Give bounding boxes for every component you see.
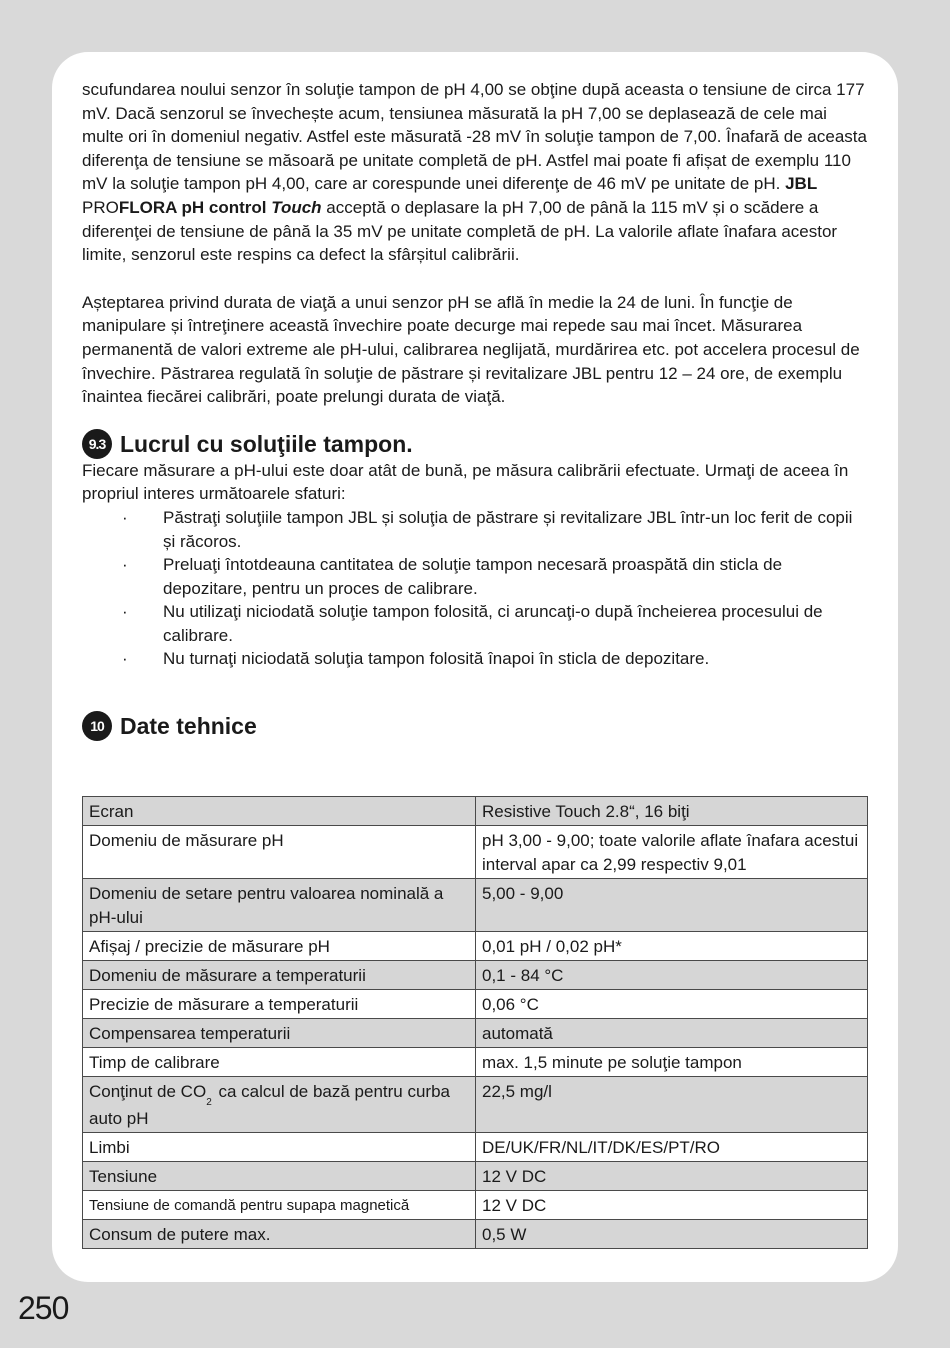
tips-list <box>82 506 868 671</box>
spec-label: Domeniu de măsurare pH <box>83 826 476 879</box>
spec-label: Consum de putere max. <box>83 1220 476 1249</box>
spec-label: Conţinut de $CO_2$ ca calcul de bază pentru curba auto pH <box>83 1077 476 1133</box>
spec-value: 0,5 W <box>476 1220 868 1249</box>
table-row <box>83 1019 868 1048</box>
table-row <box>83 1048 868 1077</box>
spec-label: Limbi <box>83 1133 476 1162</box>
table-row <box>83 1077 868 1133</box>
section-heading-10 <box>82 711 868 741</box>
technical-data-table <box>82 796 868 1249</box>
section-title: Lucrul cu soluţiile tampon. <box>120 430 413 457</box>
section-title: Date tehnice <box>120 713 257 740</box>
spec-label: Tensiune de comandă pentru supapa magnetică <box>83 1191 476 1220</box>
table-row <box>83 1133 868 1162</box>
table-row <box>83 826 868 879</box>
table-row <box>83 879 868 932</box>
table-row <box>83 990 868 1019</box>
section-intro: Fiecare măsurare a pH-ului este doar atât de bună, pe măsura calibrării efectuate. Urmaţi de aceea în propriul interes următoarele sfaturi: <box>82 460 849 504</box>
spec-value: 22,5 mg/l <box>476 1077 868 1133</box>
spec-value: pH 3,00 - 9,00; toate valorile aflate înafara acestui interval apar ca 2,99 respectiv 9,01 <box>476 826 868 879</box>
paragraph-sensor-calibration: scufundarea noului senzor în soluţie tampon de pH 4,00 se obţine după aceasta o tensiune de circa 177 mV. Dacă senzorul se învechește acum, tensiunea măsurată la pH 7,00 se deplasează de cele mai multe ori în domeniul negativ. Astfel este măsurată -28 mV în soluţie tampon de 7,00. Înafară de aceasta diferenţa de tensiune se măsoară pe unitate completă de pH. Astfel mai poate fi afișat de exemplu 110 mV la soluţie tampon pH 4,00, care ar corespunde unei diferenţe de 46 mV pe unitate de pH. JBL PROFLORA pH control Touch acceptă o deplasare la pH 7,00 de până la 115 mV și o scădere a diferenţei de tensiune de până la 35 mV pe unitate completă de pH. La valorile aflate înafara acestor limite, senzorul este respins ca defect la sfârșitul calibrării. <box>82 80 867 265</box>
spec-label: Domeniu de măsurare a temperaturii <box>83 961 476 990</box>
table-row <box>83 797 868 826</box>
table-row <box>83 1191 868 1220</box>
table-row <box>83 1220 868 1249</box>
document-body <box>82 78 868 741</box>
spec-label: Ecran <box>83 797 476 826</box>
section-heading-9-3 <box>82 429 868 459</box>
section-number-badge: 9.3 <box>82 429 112 459</box>
page-number: 250 <box>18 1290 69 1326</box>
table-row <box>83 1162 868 1191</box>
spec-value: DE/UK/FR/NL/IT/DK/ES/PT/RO <box>476 1133 868 1162</box>
list-item: · Nu turnaţi niciodată soluţia tampon folosită înapoi în sticla de depozitare. <box>82 647 868 671</box>
table-row <box>83 932 868 961</box>
spec-value: 0,1 - 84 °C <box>476 961 868 990</box>
spec-label: Timp de calibrare <box>83 1048 476 1077</box>
spec-label: Precizie de măsurare a temperaturii <box>83 990 476 1019</box>
spec-value: automată <box>476 1019 868 1048</box>
spec-value: Resistive Touch 2.8“, 16 biţi <box>476 797 868 826</box>
spec-label: Tensiune <box>83 1162 476 1191</box>
spec-label: Compensarea temperaturii <box>83 1019 476 1048</box>
spec-value: 0,06 °C <box>476 990 868 1019</box>
spec-value: 12 V DC <box>476 1191 868 1220</box>
list-item: · Nu utilizaţi niciodată soluţie tampon folosită, ci aruncaţi-o după încheierea procesului de calibrare. <box>82 600 868 647</box>
paragraph-sensor-lifetime: Așteptarea privind durata de viaţă a unui senzor pH se află în medie la 24 de luni. În funcţie de manipulare și întreţinere această învechire poate decurge mai repede sau mai încet. Măsurarea permanentă de valori extreme ale pH-ului, calibrarea neglijată, murdărirea etc. pot accelera procesul de învechire. Păstrarea regulată în soluţie de păstrare și revitalizare JBL pentru 12 – 24 ore, de exemplu înaintea fiecărei calibrări, poate prelungi durata de viaţă. <box>82 292 860 407</box>
table-row <box>83 961 868 990</box>
spec-value: max. 1,5 minute pe soluţie tampon <box>476 1048 868 1077</box>
spec-value: 5,00 - 9,00 <box>476 879 868 932</box>
list-item: · Păstraţi soluţiile tampon JBL și soluţia de păstrare și revitalizare JBL într-un loc ferit de copii și răcoros. <box>82 506 868 553</box>
spec-label: Afișaj / precizie de măsurare pH <box>83 932 476 961</box>
section-number-badge: 10 <box>82 711 112 741</box>
list-item: · Preluaţi întotdeauna cantitatea de soluţie tampon necesară proaspătă din sticla de depozitare, pentru un proces de calibrare. <box>82 553 868 600</box>
spec-label: Domeniu de setare pentru valoarea nominală a pH-ului <box>83 879 476 932</box>
spec-value: 12 V DC <box>476 1162 868 1191</box>
spec-value: 0,01 pH / 0,02 pH* <box>476 932 868 961</box>
